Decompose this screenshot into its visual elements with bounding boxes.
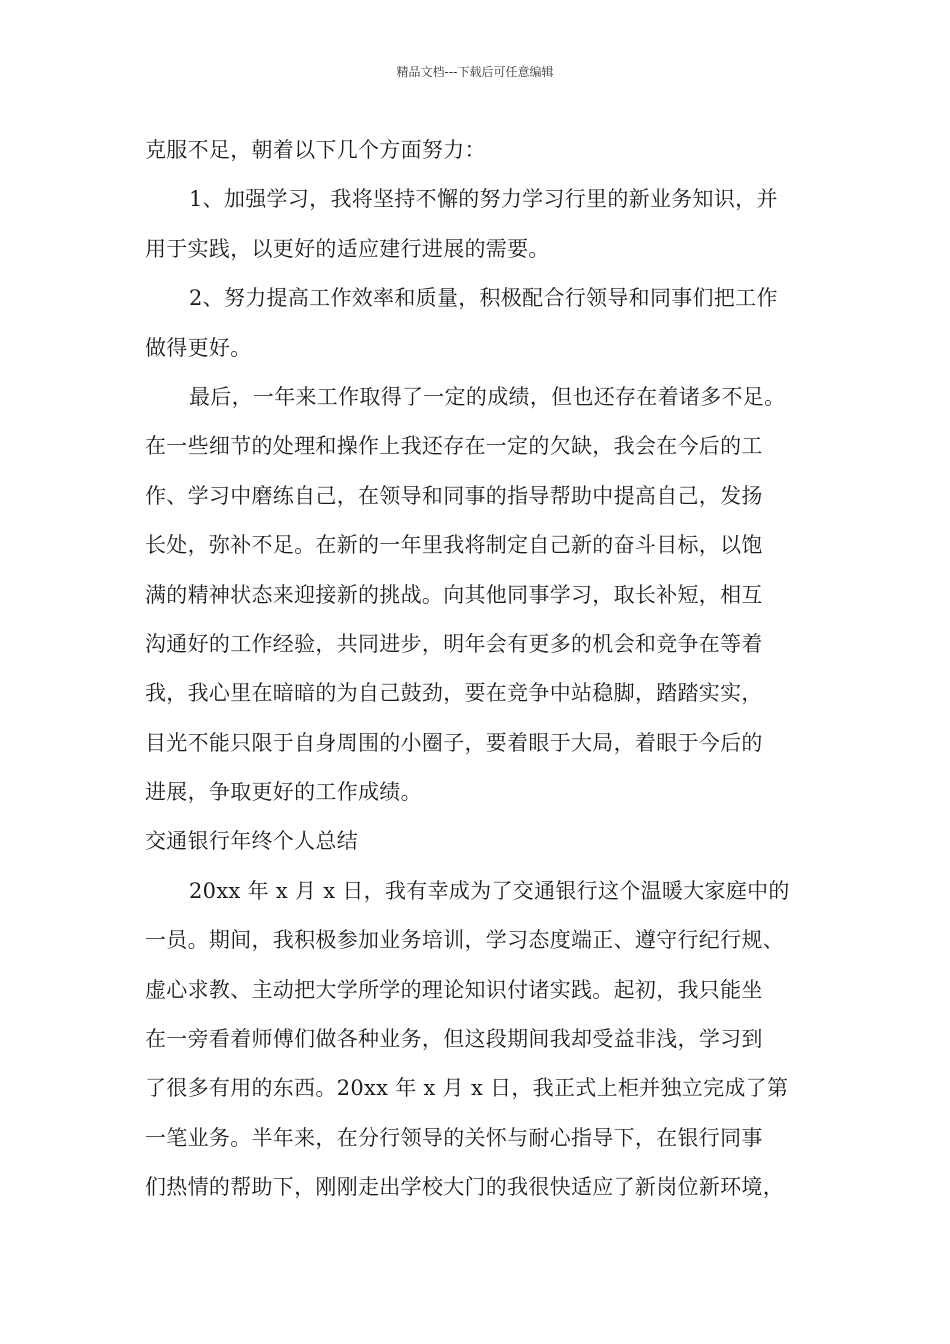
- text-line: 满的精神状态来迎接新的挑战。向其他同事学习，取长补短，相互: [145, 582, 763, 607]
- text-line: 在一旁看着师傅们做各种业务，但这段期间我却受益非浅，学习到: [145, 1027, 763, 1052]
- text-line: 沟通好的工作经验，共同进步，明年会有更多的机会和竞争在等着: [145, 631, 763, 656]
- text-line: 了很多有用的东西。20xx 年 x 月 x 日，我正式上柜并独立完成了第: [145, 1076, 789, 1101]
- text-line: 1、加强学习，我将坚持不懈的努力学习行里的新业务知识，并: [189, 187, 778, 212]
- text-line: 长处，弥补不足。在新的一年里我将制定自己新的奋斗目标，以饱: [145, 533, 763, 558]
- text-line: 做得更好。: [145, 335, 252, 360]
- text-line: 最后，一年来工作取得了一定的成绩，但也还存在着诸多不足。: [189, 384, 786, 409]
- text-line: 2、努力提高工作效率和质量，积极配合行领导和同事们把工作: [189, 286, 778, 311]
- page-header: 精品文档---下载后可任意编辑: [396, 65, 554, 79]
- text-line: 克服不足，朝着以下几个方面努力：: [145, 138, 486, 162]
- text-line: 们热情的帮助下，刚刚走出学校大门的我很快适应了新岗位新环境，: [145, 1175, 784, 1200]
- text-line: 进展，争取更好的工作成绩。: [145, 780, 422, 805]
- text-line: 用于实践，以更好的适应建行进展的需要。: [145, 236, 550, 261]
- text-line: 目光不能只限于自身周围的小圈子，要着眼于大局，着眼于今后的: [145, 730, 763, 755]
- text-line: 一笔业务。半年来，在分行领导的关怀与耐心指导下，在银行同事: [145, 1125, 763, 1150]
- text-line: 一员。期间，我积极参加业务培训，学习态度端正、遵守行纪行规、: [145, 928, 784, 953]
- text-line: 虚心求教、主动把大学所学的理论知识付诸实践。起初，我只能坐: [145, 977, 763, 1002]
- section-heading: 交通银行年终个人总结: [145, 829, 358, 854]
- text-line: 在一些细节的处理和操作上我还存在一定的欠缺，我会在今后的工: [145, 434, 763, 459]
- text-line: 20xx 年 x 月 x 日，我有幸成为了交通银行这个温暖大家庭中的: [189, 878, 790, 903]
- text-line: 我，我心里在暗暗的为自己鼓劲，要在竞争中站稳脚，踏踏实实，: [145, 681, 763, 706]
- text-line: 作、学习中磨练自己，在领导和同事的指导帮助中提高自己，发扬: [145, 483, 763, 508]
- document-body: [145, 126, 825, 1213]
